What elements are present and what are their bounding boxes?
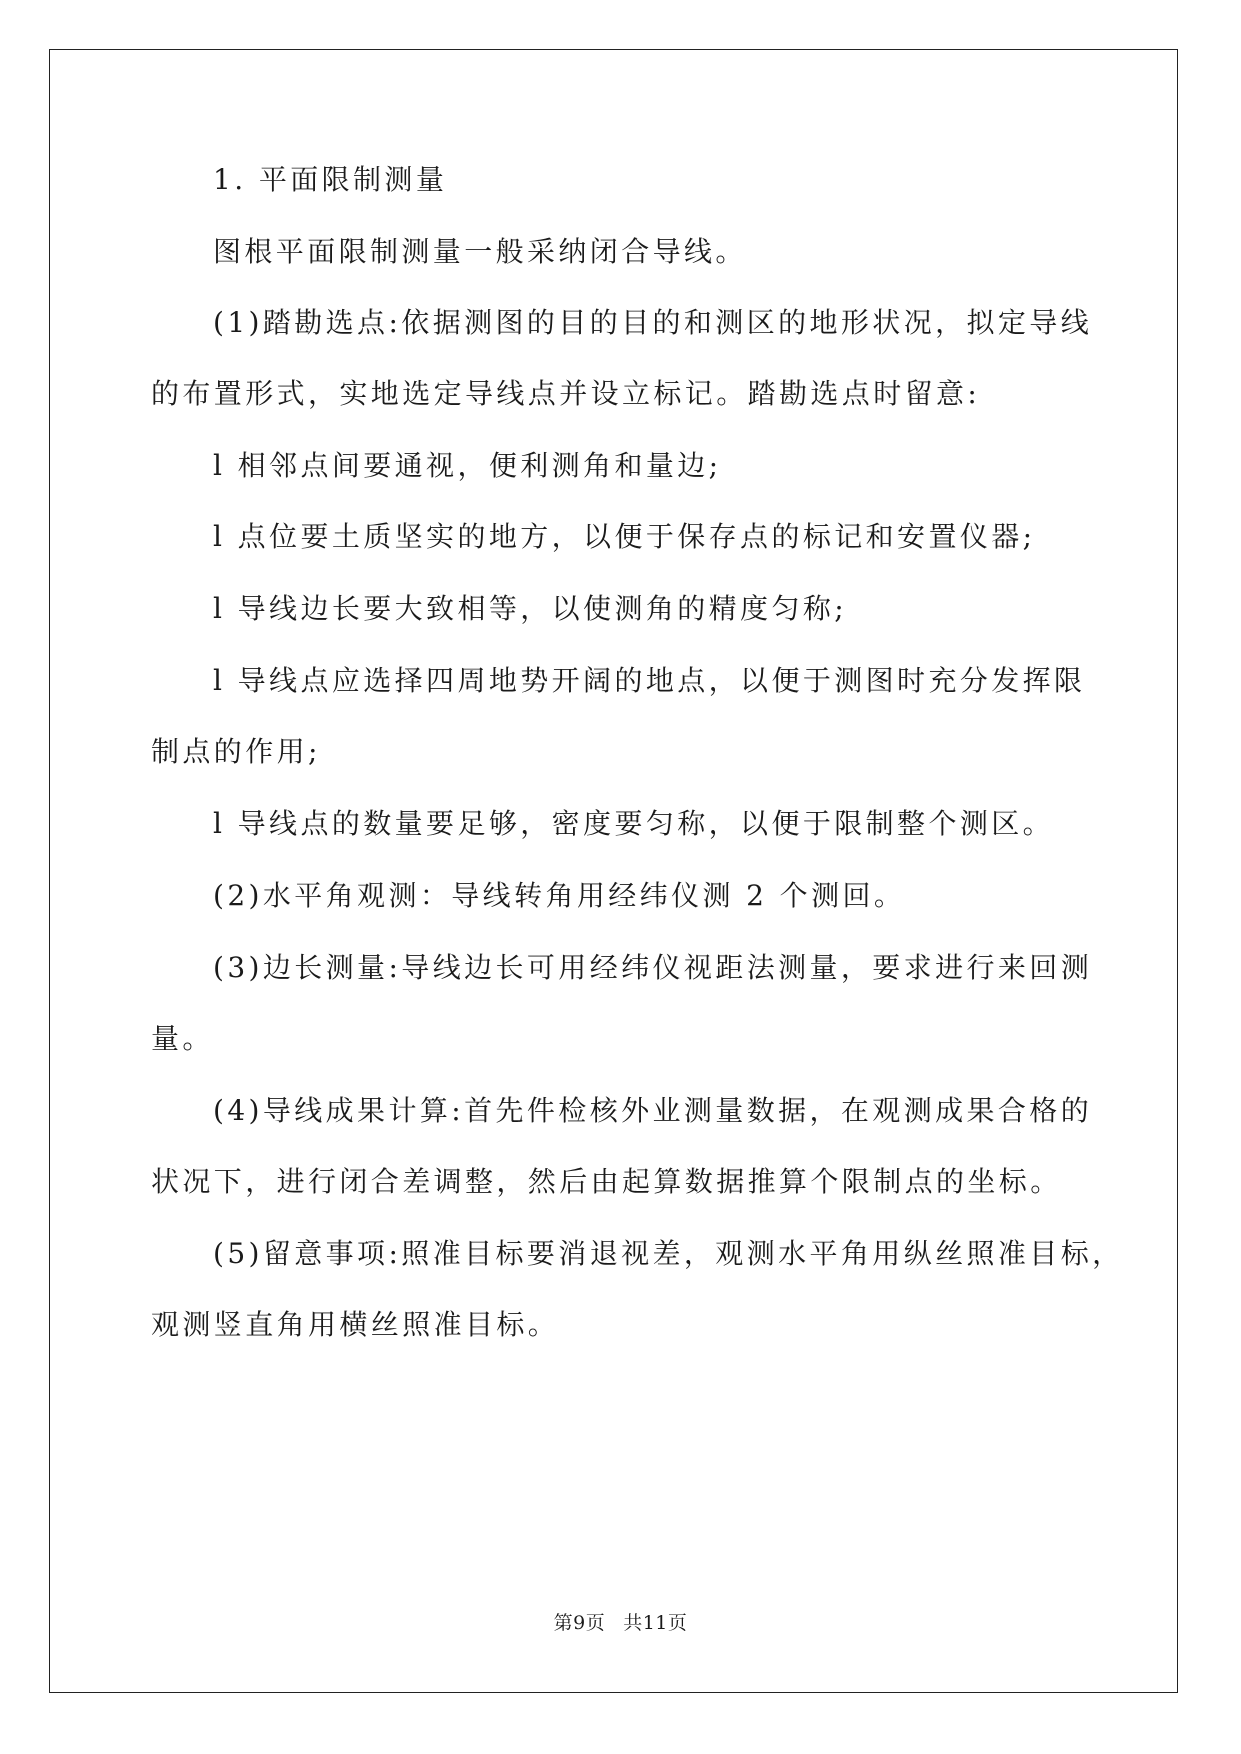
list-item: l 点位要土质坚实的地方，以便于保存点的标记和安置仪器; [213,520,1036,553]
list-item: l 导线点的数量要足够，密度要匀称，以便于限制整个测区。 [213,807,1055,840]
paragraph-line: 量。 [151,1022,214,1055]
page-number: 第9页 [553,1612,606,1634]
paragraph-line: 的布置形式，实地选定导线点并设立标记。踏勘选点时留意: [151,377,981,410]
paragraph-line: (1)踏勘选点:依据测图的目的目的和测区的地形状况，拟定导线 [213,306,1093,339]
paragraph-line: (3)边长测量:导线边长可用经纬仪视距法测量，要求进行来回测 [213,951,1093,984]
section-heading: 1. 平面限制测量 [213,163,448,196]
paragraph-line: 图根平面限制测量一般采纳闭合导线。 [213,235,747,268]
page-border [49,49,1178,1693]
page-total: 共11页 [623,1612,688,1634]
paragraph-line: 观测竖直角用横丝照准目标。 [151,1308,560,1341]
paragraph-line: 状况下，进行闭合差调整，然后由起算数据推算个限制点的坐标。 [151,1165,1062,1198]
paragraph-line: (5)留意事项:照准目标要消退视差，观测水平角用纵丝照准目标， [213,1237,1124,1270]
page-footer [0,1608,1241,1635]
paragraph-line: (4)导线成果计算:首先件检核外业测量数据，在观测成果合格的 [213,1094,1093,1127]
paragraph-line: (2)水平角观测：导线转角用经纬仪测 2 个测回。 [213,879,906,912]
list-item: l 相邻点间要通视，便利测角和量边; [213,449,722,482]
list-item: l 导线点应选择四周地势开阔的地点，以便于测图时充分发挥限 [213,664,1086,697]
list-item-continuation: 制点的作用; [151,735,321,768]
list-item: l 导线边长要大致相等，以使测角的精度匀称; [213,592,848,625]
